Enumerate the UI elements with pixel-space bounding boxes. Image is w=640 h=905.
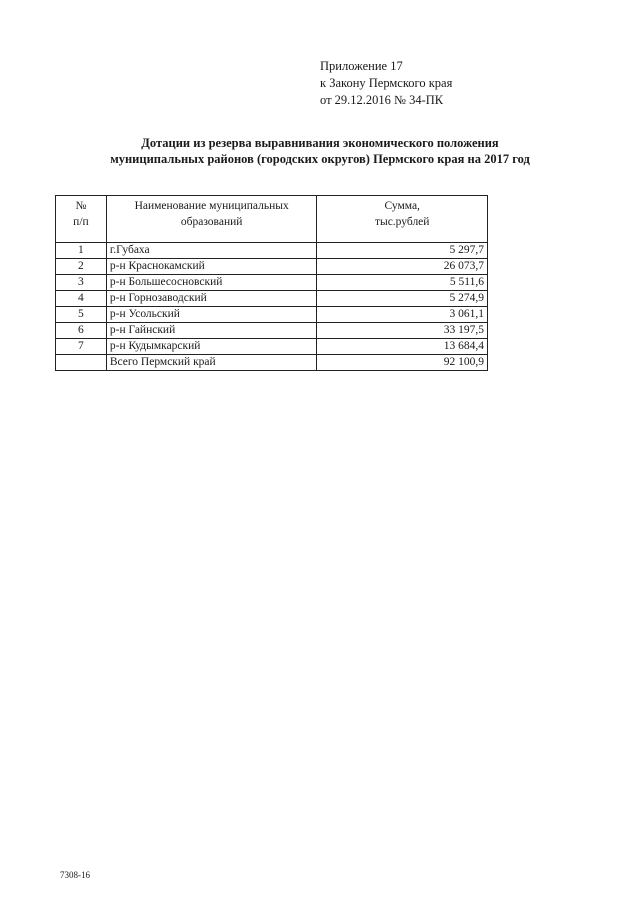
row-number: 2 xyxy=(56,259,107,275)
row-name: р-н Усольский xyxy=(106,307,317,323)
header-sum-line1: Сумма, xyxy=(384,200,420,212)
subsidy-table xyxy=(55,195,488,371)
table-row xyxy=(56,339,488,355)
row-name: р-н Гайнский xyxy=(106,323,317,339)
header-number xyxy=(56,196,107,243)
header-sum xyxy=(317,196,488,243)
table-row xyxy=(56,259,488,275)
row-number: 1 xyxy=(56,243,107,259)
total-sum: 92 100,9 xyxy=(317,355,488,371)
row-sum: 13 684,4 xyxy=(317,339,488,355)
row-name: р-н Большесосновский xyxy=(106,275,317,291)
row-name: р-н Краснокамский xyxy=(106,259,317,275)
row-number: 4 xyxy=(56,291,107,307)
header-name-line1: Наименование муниципальных xyxy=(134,200,289,212)
appendix-date: от 29.12.2016 № 34-ПК xyxy=(320,93,444,107)
title-line-1: Дотации из резерва выравнивания экономического положения xyxy=(141,136,499,150)
table-row xyxy=(56,323,488,339)
header-number-line1: № xyxy=(75,200,87,212)
appendix-law: к Закону Пермского края xyxy=(320,76,453,90)
title-line-2: муниципальных районов (городских округов) Пермского края на 2017 год xyxy=(110,152,530,166)
document-code: 7308-16 xyxy=(60,870,90,880)
row-name: г.Губаха xyxy=(106,243,317,259)
total-name: Всего Пермский край xyxy=(106,355,317,371)
table-total-row xyxy=(56,355,488,371)
row-number: 7 xyxy=(56,339,107,355)
table-row xyxy=(56,307,488,323)
table-row xyxy=(56,275,488,291)
row-sum: 3 061,1 xyxy=(317,307,488,323)
row-sum: 33 197,5 xyxy=(317,323,488,339)
row-name: р-н Кудымкарский xyxy=(106,339,317,355)
document-title xyxy=(30,135,610,167)
header-number-line2: п/п xyxy=(73,216,89,228)
appendix-number: Приложение 17 xyxy=(320,59,403,73)
row-sum: 5 297,7 xyxy=(317,243,488,259)
row-sum: 5 511,6 xyxy=(317,275,488,291)
table-row xyxy=(56,243,488,259)
row-number: 5 xyxy=(56,307,107,323)
row-sum: 5 274,9 xyxy=(317,291,488,307)
appendix-reference xyxy=(320,58,452,109)
row-number: 6 xyxy=(56,323,107,339)
header-name-line2: образований xyxy=(180,216,243,228)
row-name: р-н Горнозаводский xyxy=(106,291,317,307)
table-row xyxy=(56,291,488,307)
table-header-row xyxy=(56,196,488,243)
header-name xyxy=(106,196,317,243)
row-number: 3 xyxy=(56,275,107,291)
header-sum-line2: тыс.рублей xyxy=(374,216,430,228)
row-sum: 26 073,7 xyxy=(317,259,488,275)
total-number-empty xyxy=(56,355,107,371)
